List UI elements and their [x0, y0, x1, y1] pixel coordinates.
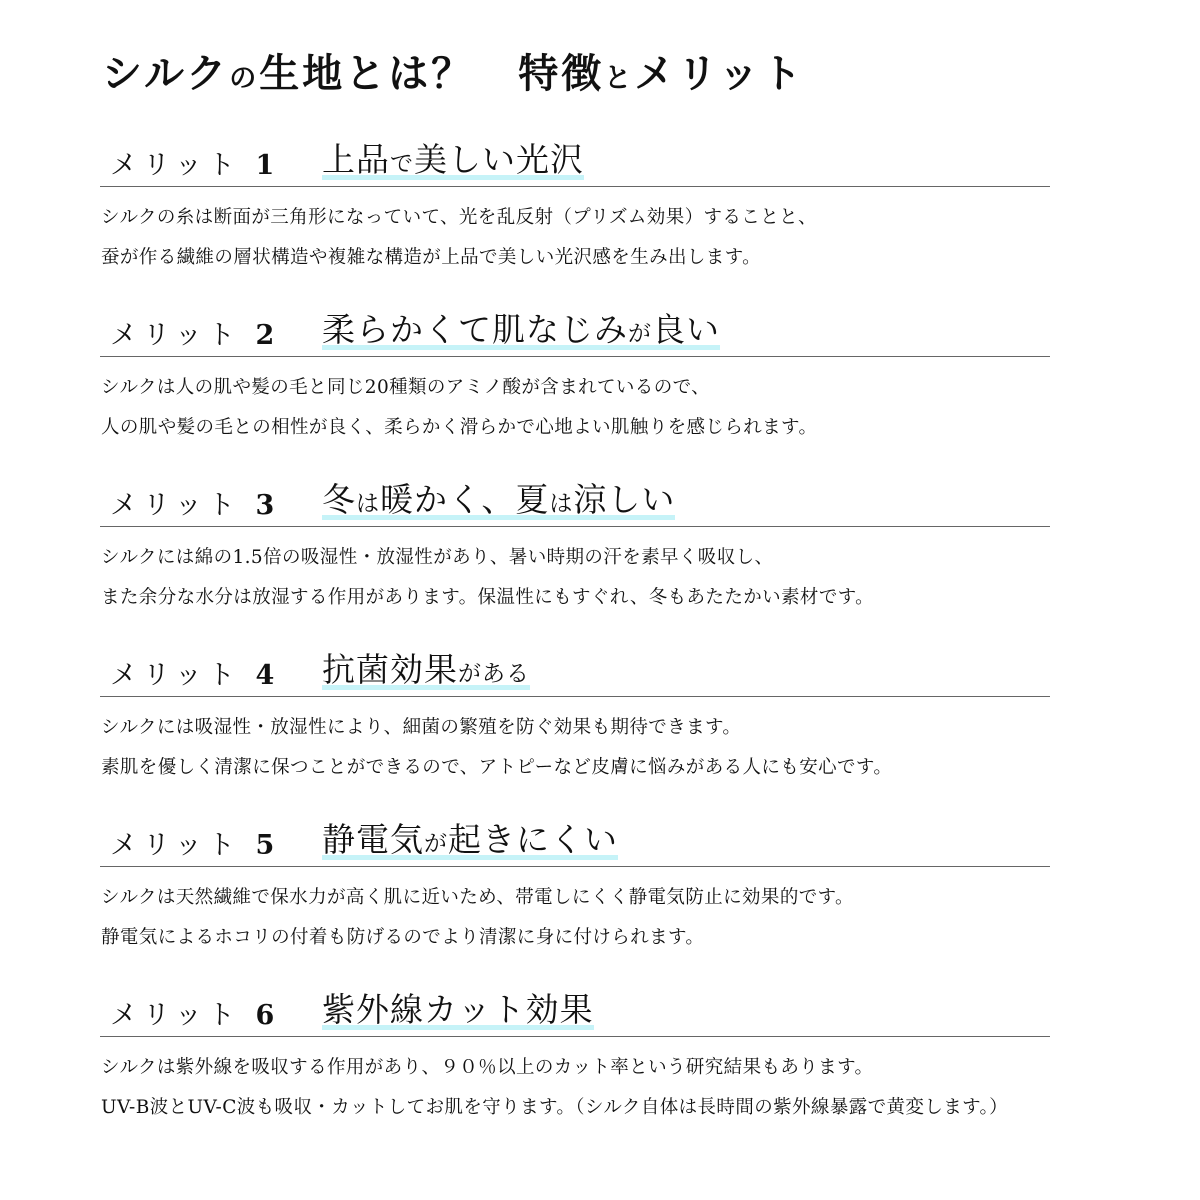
merit-section	[100, 310, 1050, 470]
section-divider	[100, 186, 1050, 187]
heading-segment: 紫外線カット効果	[322, 990, 594, 1029]
merit-heading-wrap	[322, 820, 618, 864]
merit-description	[101, 538, 874, 618]
merit-heading	[322, 480, 675, 521]
merit-header	[100, 820, 1050, 866]
heading-segment: 抗菌効果	[322, 650, 458, 689]
merit-heading-wrap	[322, 140, 584, 184]
title-part: シルク	[102, 50, 230, 97]
merit-label-text: メリット	[110, 660, 241, 691]
merit-section	[100, 650, 1050, 810]
merit-number: 6	[255, 1000, 281, 1031]
title-part: の	[229, 63, 260, 94]
merit-number: 4	[255, 660, 281, 691]
heading-segment: 柔らかくて肌なじみ	[322, 310, 628, 349]
heading-segment: 上品	[322, 140, 390, 179]
merit-label-text: メリット	[110, 1000, 241, 1031]
title-part: 生地とは？	[259, 50, 475, 97]
merit-header	[100, 990, 1050, 1036]
merit-header	[100, 480, 1050, 526]
merit-description	[101, 708, 892, 788]
merit-heading	[322, 820, 618, 861]
merit-label-text: メリット	[110, 490, 241, 521]
page-title	[102, 52, 805, 96]
section-divider	[100, 526, 1050, 527]
merit-header	[100, 650, 1050, 696]
merit-label-text: メリット	[110, 150, 241, 181]
merit-label	[110, 830, 280, 862]
section-divider	[100, 696, 1050, 697]
merit-label-text: メリット	[110, 830, 241, 861]
merit-description	[101, 368, 817, 448]
merit-heading-wrap	[322, 480, 675, 524]
merit-number: 2	[255, 320, 281, 351]
merit-number: 1	[255, 150, 281, 181]
merit-label	[110, 1000, 280, 1032]
merit-section	[100, 480, 1050, 640]
merit-label	[110, 490, 280, 522]
merit-heading	[322, 140, 584, 181]
merit-heading-wrap	[322, 310, 720, 354]
heading-segment: が	[424, 831, 448, 857]
title-part: と	[604, 63, 635, 94]
description-line: UV-B波とUV-C波も吸収・カットしてお肌を守ります。（シルク自体は長時間の紫外線暴露で黄変します。）	[101, 1097, 1009, 1118]
heading-segment: で	[390, 151, 414, 177]
description-line: シルクには綿の1.5倍の吸湿性・放湿性があり、暑い時期の汗を素早く吸収し、	[101, 547, 774, 568]
merit-label	[110, 320, 280, 352]
merit-number: 5	[255, 830, 281, 861]
merit-header	[100, 140, 1050, 186]
heading-segment: 美しい光沢	[414, 140, 584, 179]
merit-label-text: メリット	[110, 320, 241, 351]
merit-description	[101, 198, 817, 278]
heading-segment: は	[549, 491, 574, 517]
merit-number: 3	[255, 490, 281, 521]
heading-segment: 涼しい	[573, 480, 676, 519]
heading-segment: がある	[458, 661, 530, 687]
merit-heading-wrap	[322, 990, 594, 1030]
title-part: メリット	[634, 50, 805, 97]
description-line: 人の肌や髪の毛との相性が良く、柔らかく滑らかで心地よい肌触りを感じられます。	[101, 417, 818, 438]
merit-description	[101, 878, 854, 958]
description-line: シルクは紫外線を吸収する作用があり、９０％以上のカット率という研究結果もあります。	[101, 1057, 874, 1078]
description-line: シルクは人の肌や髪の毛と同じ20種類のアミノ酸が含まれているので、	[101, 377, 711, 398]
section-divider	[100, 1036, 1050, 1037]
section-divider	[100, 866, 1050, 867]
description-line: シルクには吸湿性・放湿性により、細菌の繁殖を防ぐ効果も期待できます。	[101, 717, 742, 738]
title-part: 特徴	[518, 50, 605, 97]
heading-segment: が	[628, 321, 652, 347]
section-divider	[100, 356, 1050, 357]
heading-segment: 良い	[652, 310, 720, 349]
description-line: 蚕が作る繊維の層状構造や複雑な構造が上品で美しい光沢感を生み出します。	[101, 247, 762, 268]
description-line: また余分な水分は放湿する作用があります。保温性にもすぐれ、冬もあたたかい素材です。	[101, 587, 875, 608]
description-line: 静電気によるホコリの付着も防げるのでより清潔に身に付けられます。	[101, 927, 705, 948]
merit-heading-wrap	[322, 650, 530, 694]
merit-label	[110, 660, 280, 692]
heading-segment: 冬	[322, 480, 356, 519]
description-line: 素肌を優しく清潔に保つことができるので、アトピーなど皮膚に悩みがある人にも安心です。	[101, 757, 893, 778]
description-line: シルクは天然繊維で保水力が高く肌に近いため、帯電しにくく静電気防止に効果的です。	[101, 887, 854, 908]
merit-header	[100, 310, 1050, 356]
merit-description	[101, 1048, 1008, 1128]
merit-section	[100, 990, 1050, 1150]
heading-segment: 暖かく、夏	[380, 480, 550, 519]
merit-section	[100, 140, 1050, 300]
merit-label	[110, 150, 280, 182]
merit-heading	[322, 310, 720, 351]
merit-section	[100, 820, 1050, 980]
merit-heading	[322, 990, 594, 1031]
heading-segment: 静電気	[322, 820, 424, 859]
heading-segment: は	[356, 491, 380, 517]
description-line: シルクの糸は断面が三角形になっていて、光を乱反射（プリズム効果）することと、	[101, 207, 817, 228]
merit-heading	[322, 650, 530, 691]
heading-segment: 起きにくい	[448, 820, 618, 859]
